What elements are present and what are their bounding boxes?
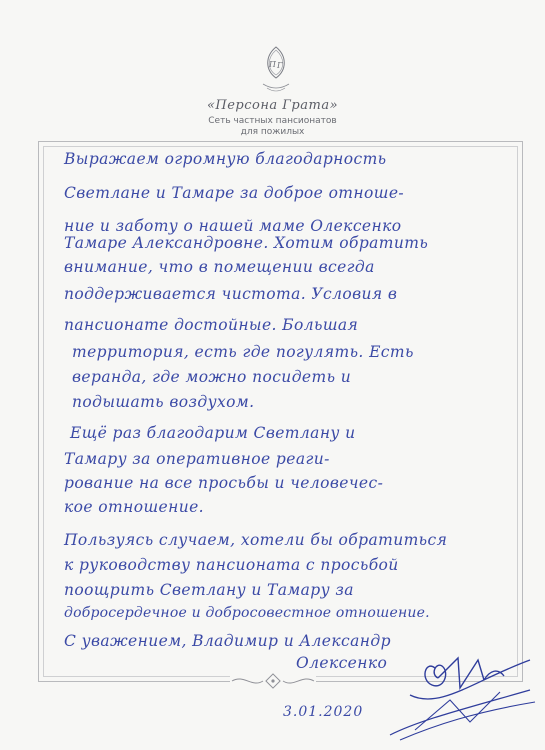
letter-line: кое отношение. — [64, 498, 205, 516]
svg-text:П: П — [269, 60, 276, 69]
letter-line: Ещё раз благодарим Светлану и — [70, 424, 356, 442]
letter-line: к руководству пансионата с просьбой — [64, 556, 399, 574]
letter-line: добросердечное и добросовестное отношение. — [64, 605, 430, 621]
brand-logo-icon — [255, 44, 297, 96]
letter-line: рование на все просьбы и человечес- — [64, 474, 384, 492]
letter-line: Светлане и Тамаре за доброе отноше- — [64, 184, 405, 202]
letter-line: Тамаре Александровне. Хотим обратить — [64, 234, 429, 252]
letter-line: внимание, что в помещении всегда — [64, 258, 375, 276]
letter-line: подышать воздухом. — [72, 393, 255, 411]
letter-line: Олексенко — [296, 654, 388, 672]
svg-text:Г: Г — [277, 61, 283, 70]
letter-line: С уважением, Владимир и Александр — [64, 632, 391, 650]
letter-line: веранда, где можно посидеть и — [72, 368, 352, 386]
letter-line: территория, есть где погулять. Есть — [72, 343, 414, 361]
letter-line: Тамару за оперативное реаги- — [64, 450, 330, 468]
letter-line: поддерживается чистота. Условия в — [64, 285, 398, 303]
letter-line: пансионате достойные. Большая — [64, 316, 359, 334]
letter-line: Выражаем огромную благодарность — [64, 150, 387, 168]
brand-tagline-line2: для пожилых — [240, 127, 305, 137]
brand-tagline-line1: Сеть частных пансионатов — [208, 116, 337, 126]
letter-line: Пользуясь случаем, хотели бы обратиться — [64, 531, 448, 549]
letter-date: 3.01.2020 — [283, 704, 364, 720]
divider-ornament-icon — [230, 672, 316, 690]
letter-line: ние и заботу о нашей маме Олексенко — [64, 217, 402, 235]
brand-name: «Персона Грата» — [206, 98, 339, 113]
handwritten-signature — [380, 640, 540, 745]
letter-line: поощрить Светлану и Тамару за — [64, 581, 354, 599]
